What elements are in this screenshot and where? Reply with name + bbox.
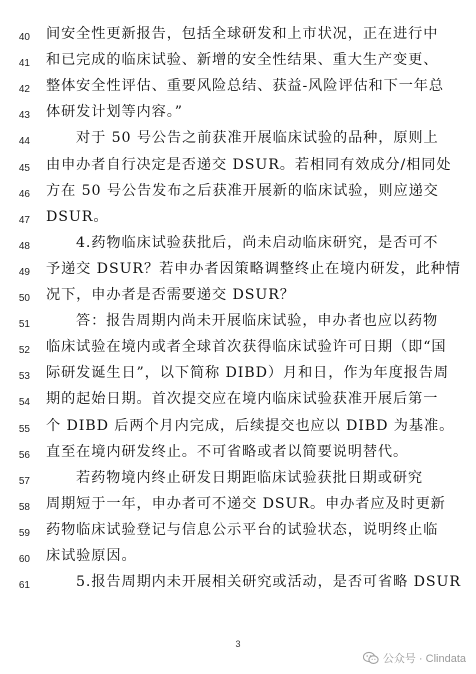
line-number: 41 [18, 58, 30, 70]
line-number: 56 [18, 449, 30, 461]
line-text: 个 DIBD 后两个月内完成，后续提交也应以 DIBD 为基准。 [46, 417, 455, 434]
line-number: 58 [18, 501, 30, 513]
line-number: 49 [18, 266, 30, 278]
line-number: 50 [18, 293, 30, 304]
line-text: 药物临床试验登记与信息公示平台的试验状态，说明终止临 [46, 521, 439, 538]
wechat-icon [363, 651, 379, 665]
text-line [0, 335, 476, 357]
text-line [0, 179, 476, 201]
text-line [0, 74, 476, 96]
line-number: 48 [18, 240, 30, 252]
text-line [0, 231, 476, 253]
line-number: 40 [18, 32, 30, 43]
text-line [0, 361, 476, 383]
text-line [0, 570, 476, 592]
line-text: 4.药物临床试验获批后，尚未启动临床研究，是否可不 [76, 234, 439, 251]
line-number: 61 [18, 580, 30, 592]
text-line [0, 466, 476, 488]
line-number: 55 [18, 423, 30, 435]
line-text: 对于 50 号公告之前获准开展临床试验的品种，原则上 [76, 130, 439, 147]
line-text: 5.报告周期内未开展相关研究或活动，是否可省略 DSUR [76, 574, 461, 591]
page-number: 3 [235, 639, 241, 649]
watermark-text: 公众号 · Clindata [382, 653, 466, 665]
text-line [0, 257, 476, 279]
line-text: 予递交 DSUR？若申办者因策略调整终止在境内研发，此种情 [46, 260, 461, 277]
line-number: 53 [18, 371, 30, 383]
line-text: 际研发诞生日”，以下简称 DIBD）月和日，作为年度报告周 [46, 365, 449, 382]
text-line [0, 100, 476, 122]
line-text: 由申办者自行决定是否递交 DSUR。若相同有效成分/相同处 [46, 156, 452, 173]
text-line [0, 414, 476, 436]
text-line [0, 544, 476, 566]
text-line [0, 153, 476, 175]
line-text: 若药物境内终止研发日期距临床试验获批日期或研究 [76, 469, 424, 486]
text-line [0, 492, 476, 514]
line-text: 床试验原因。 [46, 548, 137, 564]
line-number: 57 [18, 475, 30, 487]
text-line [0, 387, 476, 409]
line-text: 整体安全性评估、重要风险总结、获益-风险评估和下一年总 [46, 78, 444, 95]
line-text: 周期短于一年，申办者可不递交 DSUR。申办者应及时更新 [46, 495, 446, 512]
line-number: 52 [18, 345, 30, 357]
line-text: 间安全性更新报告，包括全球研发和上市状况，正在进行中 [46, 26, 439, 42]
text-line [0, 22, 476, 44]
text-line [0, 518, 476, 540]
line-text: 和已完成的临床试验、新增的安全性结果、重大生产变更、 [46, 52, 439, 69]
line-number: 45 [18, 162, 30, 174]
line-number: 43 [18, 110, 30, 122]
line-text: 体研发计划等内容。” [46, 104, 183, 121]
text-line [0, 440, 476, 462]
line-text: 况下，申办者是否需要递交 DSUR？ [46, 287, 295, 303]
line-number: 47 [18, 214, 30, 226]
line-text: DSUR。 [46, 208, 109, 225]
line-text: 临床试验在境内或者全球首次获得临床试验许可日期（即“国 [46, 339, 447, 356]
line-number: 42 [18, 84, 30, 96]
watermark [363, 649, 466, 667]
text-line [0, 48, 476, 70]
line-number: 60 [18, 554, 30, 565]
line-number: 44 [18, 136, 30, 148]
text-line [0, 309, 476, 331]
line-text: 直至在境内研发终止。不可省略或者以简要说明替代。 [46, 443, 409, 460]
line-number: 46 [18, 188, 30, 200]
line-text: 答：报告周期内尚未开展临床试验，申办者也应以药物 [76, 313, 439, 330]
text-line [0, 283, 476, 305]
line-number: 54 [18, 397, 30, 409]
line-text: 方在 50 号公告发布之后获准开展新的临床试验，则应递交 [46, 182, 439, 199]
text-line [0, 205, 476, 227]
text-line [0, 126, 476, 148]
line-text: 期的起始日期。首次提交应在境内临床试验获准开展后第一 [46, 391, 439, 408]
line-number: 51 [18, 319, 30, 331]
line-number: 59 [18, 527, 30, 539]
